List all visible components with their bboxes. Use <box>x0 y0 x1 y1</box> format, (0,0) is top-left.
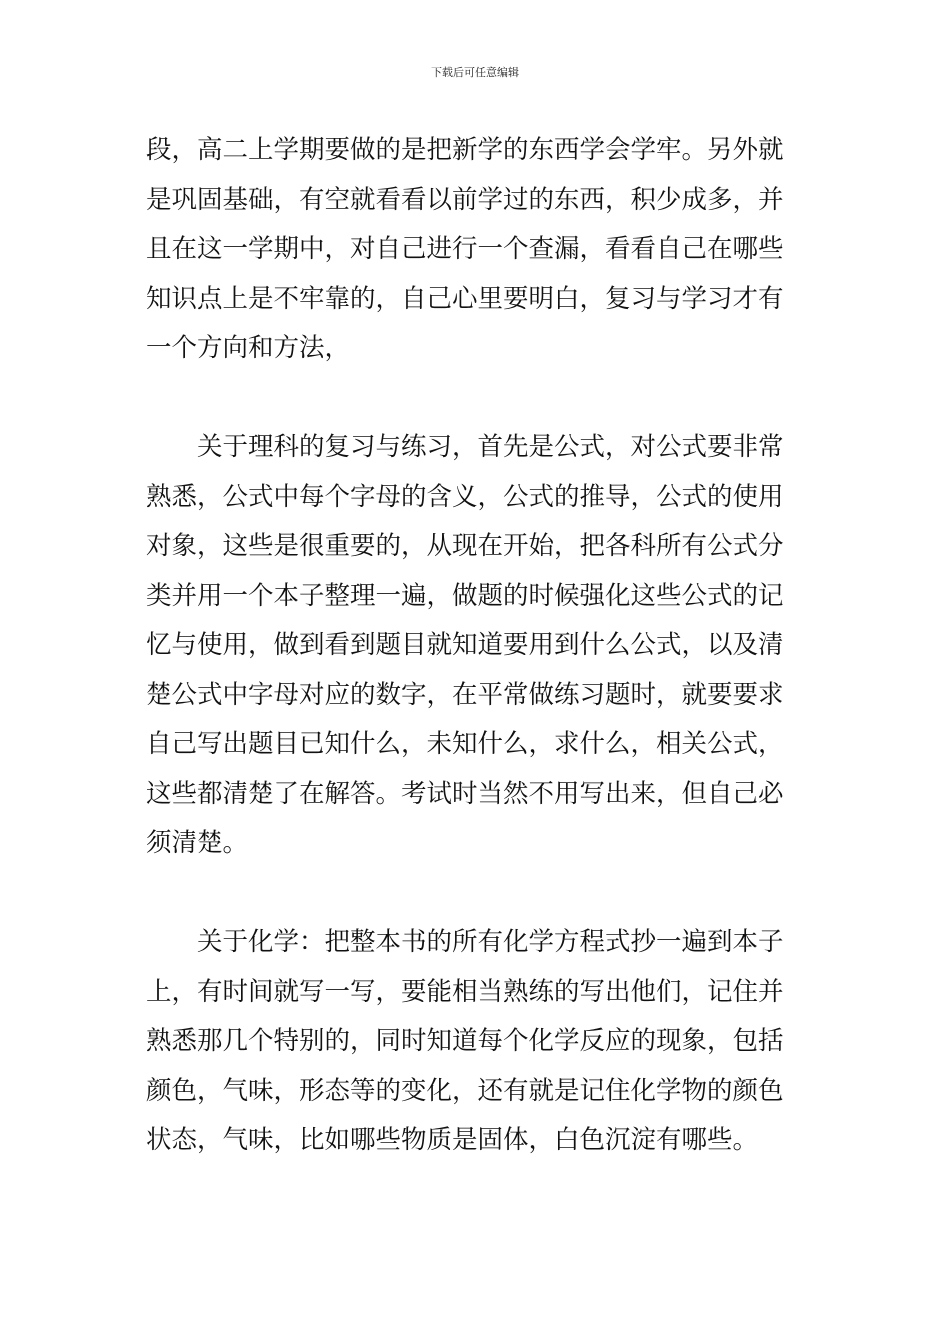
text-line: 忆与使用，做到看到题目就知道要用到什么公式，以及清 <box>146 630 784 660</box>
text-line: 状态，气味，比如哪些物质是固体，白色沉淀有哪些。 <box>146 1125 759 1155</box>
text-line: 段，高二上学期要做的是把新学的东西学会学牢。另外就 <box>146 135 784 165</box>
header-note: 下载后可任意编辑 <box>431 66 519 79</box>
text-line: 且在这一学期中，对自己进行一个查漏，看看自己在哪些 <box>146 234 784 264</box>
text-line: 熟悉那几个特别的，同时知道每个化学反应的现象，包括 <box>146 1026 784 1056</box>
paragraph-study-plan <box>146 126 806 374</box>
text-line: 关于理科的复习与练习，首先是公式，对公式要非常 <box>146 432 784 462</box>
text-line: 一个方向和方法， <box>146 333 351 363</box>
text-line: 这些都清楚了在解答。考试时当然不用写出来，但自己必 <box>146 778 784 809</box>
text-line: 对象，这些是很重要的，从现在开始，把各科所有公式分 <box>146 531 784 561</box>
text-line: 上，有时间就写一写，要能相当熟练的写出他们，记住并 <box>146 976 784 1007</box>
text-line: 颜色，气味，形态等的变化，还有就是记住化学物的颜色 <box>146 1075 784 1106</box>
text-line: 须清楚。 <box>146 828 249 858</box>
text-line: 是巩固基础，有空就看看以前学过的东西，积少成多，并 <box>146 184 784 215</box>
text-line: 类并用一个本子整理一遍，做题的时候强化这些公式的记 <box>146 580 784 611</box>
text-line: 自己写出题目已知什么，未知什么，求什么，相关公式， <box>146 729 784 759</box>
text-line: 知识点上是不牢靠的，自己心里要明白，复习与学习才有 <box>146 283 784 314</box>
text-line: 楚公式中字母对应的数字，在平常做练习题时，就要要求 <box>146 679 784 710</box>
paragraph-science-review <box>146 423 806 869</box>
text-line: 熟悉，公式中每个字母的含义，公式的推导，公式的使用 <box>146 481 784 512</box>
text-line: 关于化学：把整本书的所有化学方程式抄一遍到本子 <box>146 927 784 957</box>
paragraph-chemistry <box>146 918 806 1166</box>
